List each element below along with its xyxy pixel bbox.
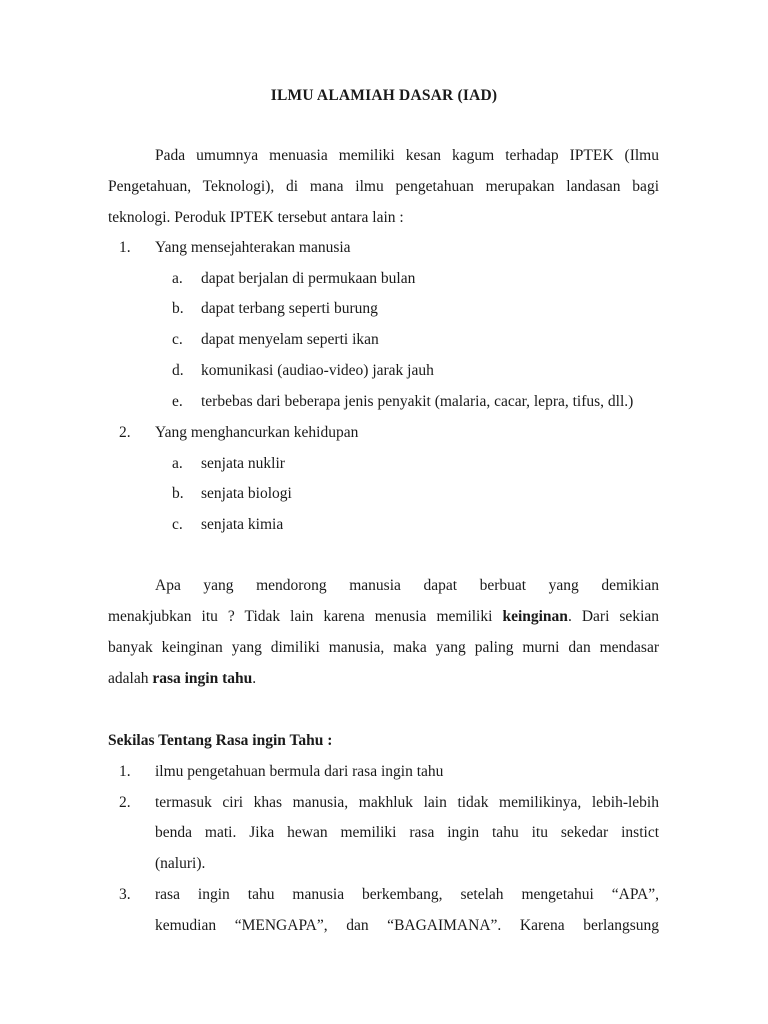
list1-item1-text: Yang mensejahterakan manusia [155, 239, 351, 256]
list1-item2-number: 2. [119, 424, 131, 441]
list1-item2-sub-c-text: senjata kimia [201, 516, 284, 533]
keyword-rasa-ingin-tahu: rasa ingin tahu [152, 670, 253, 687]
list1-item1-sub-c-letter: c. [172, 331, 183, 348]
list1-item1-number: 1. [119, 239, 131, 256]
list1-item1-sub-b-letter: b. [172, 300, 184, 317]
list2-item2-number: 2. [119, 794, 131, 811]
list1-item1-sub-a-text: dapat berjalan di permukaan bulan [201, 270, 416, 287]
para2-line-4 [108, 669, 256, 689]
list1-item2-text: Yang menghancurkan kehidupan [155, 424, 359, 441]
section-heading: Sekilas Tentang Rasa ingin Tahu : [108, 732, 333, 749]
intro-line-2: Pengetahuan, Teknologi), di mana ilmu pengetahuan merupakan landasan bagi [108, 178, 659, 195]
list2-item3-number: 3. [119, 886, 131, 903]
list1-item1-sub-c-text: dapat menyelam seperti ikan [201, 331, 379, 348]
para2-line-2-pre: menakjubkan itu ? Tidak lain karena menusia memiliki [108, 608, 503, 625]
para2-line-4-pre: adalah [108, 670, 153, 687]
list1-item1-sub-d-text: komunikasi (audiao-video) jarak jauh [201, 362, 434, 379]
list2-item2-line-1: termasuk ciri khas manusia, makhluk lain tidak memilikinya, lebih-lebih [155, 794, 659, 811]
list1-item2-sub-a-letter: a. [172, 455, 183, 472]
list2-item1-line-1: ilmu pengetahuan bermula dari rasa ingin tahu [155, 763, 444, 780]
list1-item1-sub-a-letter: a. [172, 270, 183, 287]
para2-line-2-post: . Dari sekian [567, 608, 660, 625]
intro-line-1: Pada umumnya menuasia memiliki kesan kagum terhadap IPTEK (Ilmu [155, 147, 659, 164]
para2-line-1: Apa yang mendorong manusia dapat berbuat yang demikian [155, 577, 659, 594]
list1-item1-sub-e-text: terbebas dari beberapa jenis penyakit (malaria, cacar, lepra, tifus, dll.) [201, 393, 634, 410]
keyword-keinginan: keinginan [502, 608, 568, 625]
list1-item2-sub-b-letter: b. [172, 485, 184, 502]
list1-item1-sub-b-text: dapat terbang seperti burung [201, 300, 378, 317]
list2-item2-line-3: (naluri). [155, 855, 206, 872]
intro-line-3: teknologi. Peroduk IPTEK tersebut antara lain : [108, 209, 404, 226]
para2-line-3: banyak keinginan yang dimiliki manusia, maka yang paling murni dan mendasar [108, 639, 659, 656]
list2-item1-number: 1. [119, 763, 131, 780]
para2-line-2 [108, 607, 659, 627]
list1-item1-sub-e-letter: e. [172, 393, 183, 410]
list1-item2-sub-b-text: senjata biologi [201, 485, 292, 502]
list1-item1-sub-d-letter: d. [172, 362, 184, 379]
list2-item2-line-2: benda mati. Jika hewan memiliki rasa ingin tahu itu sekedar instict [155, 824, 659, 841]
list1-item2-sub-a-text: senjata nuklir [201, 455, 285, 472]
list1-item2-sub-c-letter: c. [172, 516, 183, 533]
para2-line-4-post: . [252, 670, 257, 687]
list2-item3-line-1: rasa ingin tahu manusia berkembang, setelah mengetahui “APA”, [155, 886, 659, 903]
document-title: ILMU ALAMIAH DASAR (IAD) [270, 87, 498, 104]
list2-item3-line-2: kemudian “MENGAPA”, dan “BAGAIMANA”. Karena berlangsung [155, 917, 659, 934]
